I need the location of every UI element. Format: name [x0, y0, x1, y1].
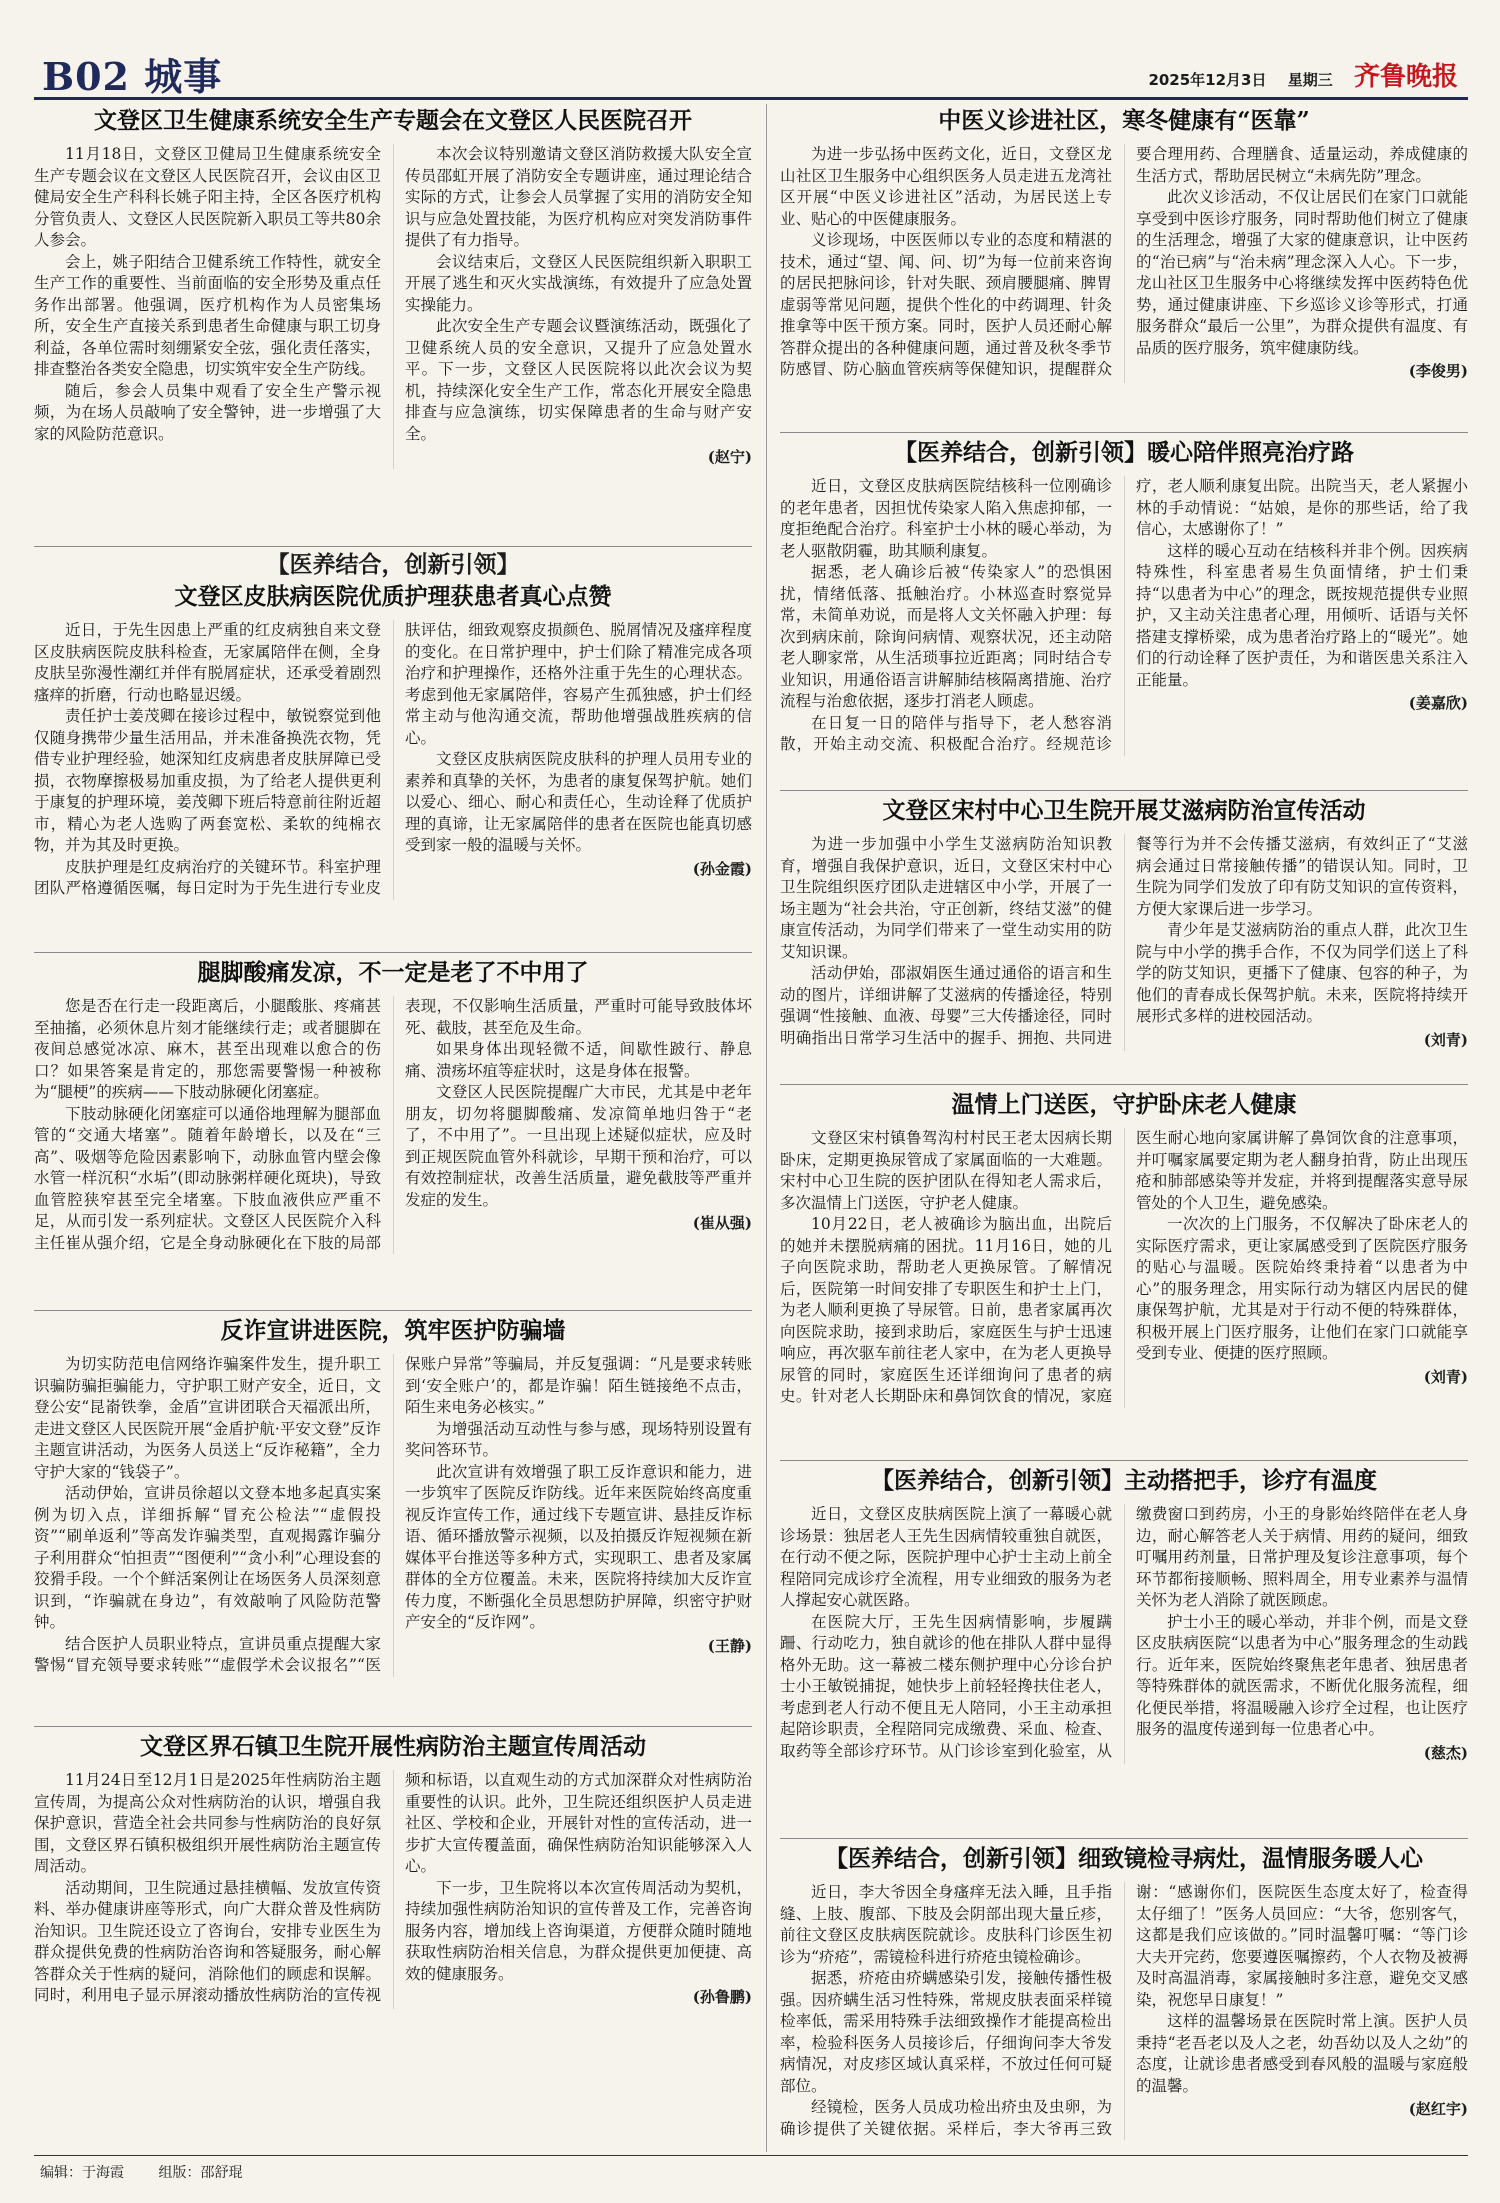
article-separator [34, 1726, 752, 1727]
paragraph: 下肢动脉硬化闭塞症可以通俗地理解为腿部血管的“交通大堵塞”。随着年龄增长，以及在“三高”、吸烟等危险因素影响下，动脉血管内壁会像水管一样沉积“水垢”(即动脉粥样硬化斑块)，导致血管腔狭窄甚至完全堵塞。下肢血液供应严重不足，从而引发一系列症状。文登区人民医院介入科主任崔从强介绍，它是全身动脉硬化在下肢的局部表现，不仅影响生活质量，严重时可能导致肢体坏死、截肢，甚至危及生命。 [34, 997, 752, 1252]
article-body [34, 1354, 752, 1677]
article-separator [780, 1460, 1468, 1461]
paragraph: 为进一步弘扬中医药文化，近日，文登区龙山社区卫生服务中心组织医务人员走进五龙湾社区开展“中医义诊进社区”活动，为居民送上专业、贴心的中医健康服务。 [780, 145, 1112, 228]
article-title: 文登区界石镇卫生院开展性病防治主题宣传周活动 [140, 1733, 646, 1760]
paragraph: 文登区人民医院提醒广大市民，尤其是中老年朋友，切勿将腿脚酸痛、发凉简单地归咎于“老了，不中用了”。一旦出现上述疑似症状，应及时到正规医院血管外科就诊，早期干预和治疗，可以有效控制症状，改善生活质量，避免截肢等严重并发症的发生。 [405, 1083, 752, 1209]
paragraph: 活动伊始，邵淑娟医生通过通俗的语言和生动的图片，详细讲解了艾滋病的传播途径，特别强调“性接触、血液、母婴”三大传播途径，同时明确指出日常学习生活中的握手、拥抱、共同进餐等行为并不会传播艾滋病，有效纠正了“艾滋病会通过日常接触传播”的错误认知。同时，卫生院为同学们发放了印有防艾知识的宣传资料，方便大家课后进一步学习。 [780, 835, 1468, 1047]
paragraph: 如果身体出现轻微不适，间歇性跛行、静息痛、溃疡坏疽等症状时，这是身体在报警。 [405, 1040, 752, 1080]
article-microscopy [780, 1842, 1468, 2150]
paragraph: 11月18日，文登区卫健局卫生健康系统安全生产专题会议在文登区人民医院召开，会议由区卫健局安全生产科科长姚子阳主持，全区各医疗机构分管负责人、文登区人民医院新入职员工等共80余人参会。 [34, 145, 381, 249]
article-body [780, 1882, 1468, 2140]
paragraph: 为增强活动互动性与参与感，现场特别设置有奖问答环节。 [405, 1419, 752, 1459]
paragraph: 经镜检，医务人员成功检出疥虫及虫卵，为确诊提供了关键依据。采样后，李大爷再三致谢：“感谢你们，医院医生态度太好了，检查得太仔细了！”医务人员回应：“大爷，您别客气，这都是我们应该做的。”同时温馨叮嘱：“等门诊大夫开完药，您要遵医嘱擦药，个人衣物及被褥及时高温消毒，家属接触时多注意，避免交叉感染，祝您早日康复！” [780, 1883, 1468, 2138]
paragraph: 近日，李大爷因全身瘙痒无法入睡，且手指缝、上肢、腹部、下肢及会阴部出现大量丘疹，前往文登区皮肤病医院就诊。皮肤科门诊医生初诊为“疥疮”，需镜检科进行疥疮虫镜检确诊。 [780, 1883, 1112, 1966]
column-divider [766, 104, 767, 2152]
article-kicker: 【医养结合，创新引领】 [266, 551, 520, 578]
paragraph: 近日，于先生因患上严重的红皮病独自来文登区皮肤病医院皮肤科检查，无家属陪伴在侧，全身皮肤呈弥漫性潮红并伴有脱屑症状，还承受着剧烈瘙痒的折磨，行动也略显迟缓。 [34, 621, 381, 704]
paragraph: 会议结束后，文登区人民医院组织新入职职工开展了逃生和灭火实战演练，有效提升了应急处置实操能力。 [405, 252, 752, 314]
byline: (慈杰) [1423, 1743, 1468, 1762]
article-body [34, 620, 752, 900]
paragraph: 此次义诊活动，不仅让居民们在家门口就能享受到中医诊疗服务，同时帮助他们树立了健康的生活理念，增强了大家的健康意识，让中医药的“治已病”与“治未病”理念深入人心。下一步，龙山社区卫生服务中心将继续发挥中医药特色优势，通过健康讲座、下乡巡诊义诊等形式，打通服务群众“最后一公里”，为群众提供有温度、有品质的医疗服务，筑牢健康防线。 [1136, 188, 1468, 357]
paragraph: 本次会议特别邀请文登区消防救援大队安全宣传员邵虹开展了消防安全专题讲座，通过理论结合实际的方式，让参会人员掌握了实用的消防安全知识与应急处置技能，为医疗机构应对突发消防事件提供了有力指导。 [405, 145, 752, 249]
paragraph: 一次次的上门服务，不仅解决了卧床老人的实际医疗需求，更让家属感受到了医院医疗服务的贴心与温暖。医院始终秉持着“以患者为中心”的服务理念，用实际行动为辖区内居民的健康保驾护航，尤其是对于行动不便的特殊群体，积极开展上门医疗服务，让他们在家门口就能享受到专业、便捷的医疗照顾。 [1136, 1215, 1468, 1362]
brand-logo: 齐鲁晚报 [1353, 62, 1458, 92]
footer-rule [34, 2155, 1468, 2156]
paragraph: 您是否在行走一段距离后，小腿酸胀、疼痛甚至抽搐，必须休息片刻才能继续行走；或者腿脚在夜间总感觉冰凉、麻木，甚至出现难以愈合的伤口？如果答案是肯定的，那您需要警惕一种被称为“腿梗”的疾病——下肢动脉硬化闭塞症。 [34, 997, 381, 1101]
paragraph: 在医院大厅，王先生因病情影响，步履蹒跚、行动吃力，独自就诊的他在排队人群中显得格外无助。这一幕被二楼东侧护理中心分诊台护士小王敏锐捕捉，她快步上前轻轻搀扶住老人，考虑到老人行动不便且无人陪同，小王主动承担起陪诊职责，全程陪同完成缴费、采血、检查、取药等全部诊疗环节。从门诊诊室到化验室，从缴费窗口到药房，小王的身影始终陪伴在老人身边，耐心解答老人关于病情、用药的疑问，细致叮嘱用药剂量，日常护理及复诊注意事项，每个环节都衔接顺畅、照料周全，用专业素养与温情关怀为老人消除了就医顾虑。 [780, 1505, 1468, 1760]
paragraph: 10月22日，老人被确诊为脑出血，出院后的她并未摆脱病痛的困扰。11月16日，她的儿子向医院求助，帮助老人更换尿管。了解情况后，医院第一时间安排了专职医生和护士上门，为老人顺利更换了导尿管。日前，患者家属再次向医院求助，接到求助后，家庭医生与护士迅速响应，再次驱车前往老人家中，在为老人更换导尿管的同时，家庭医生还详细询问了患者的病史。针对老人长期卧床和鼻饲饮食的情况，家庭医生耐心地向家属讲解了鼻饲饮食的注意事项，并叮嘱家属要定期为老人翻身拍背，防止出现压疮和肺部感染等并发症，并将到提醒落实意导尿管处的个人卫生，避免感染。 [780, 1129, 1468, 1405]
masthead [34, 40, 1468, 100]
byline: (崔从强) [692, 1214, 752, 1232]
article-helping-hand [780, 1464, 1468, 1836]
byline: (李俊男) [1408, 362, 1468, 380]
date-area [1132, 56, 1458, 93]
article-body [34, 144, 752, 469]
paragraph: 为进一步加强中小学生艾滋病防治知识教育，增强自我保护意识，近日，文登区宋村中心卫生院组织医疗团队走进辖区中小学，开展了一场主题为“社会共治，守正创新，终结艾滋”的健康宣传活动，为同学们带来了一堂生动实用的防艾知识课。 [780, 835, 1112, 961]
paragraph: 活动期间，卫生院通过悬挂横幅、发放宣传资料、举办健康讲座等形式，向广大群众普及性病防治知识。卫生院还设立了咨询台，安排专业医生为群众提供免费的性病防治咨询和答疑服务，耐心解答群众关于性病的疑问，消除他们的顾虑和误解。同时，利用电子显示屏滚动播放性病防治的宣传视频和标语，以直观生动的方式加深群众对性病防治重要性的认识。此外，卫生院还组织医护人员走进社区、学校和企业，开展针对性的宣传活动，进一步扩大宣传覆盖面，确保性病防治知识能够深入人心。 [34, 1771, 752, 2004]
article-separator [34, 546, 752, 547]
article-body [780, 834, 1468, 1051]
article-safety-meeting [34, 104, 752, 544]
paragraph: 结合医护人员职业特点，宣讲员重点提醒大家警惕“冒充领导要求转账”“虚假学术会议报名”“医保账户异常”等骗局，并反复强调：“凡是要求转账到‘安全账户’的，都是诈骗！陌生链接绝不点击，陌生来电务必核实。” [34, 1355, 752, 1674]
paragraph: 近日，文登区皮肤病医院上演了一幕暖心就诊场景：独居老人王先生因病情较重独自就医，在行动不便之际，医院护理中心护士主动上前全程陪同完成诊疗全流程，用专业细致的服务为老人撑起安心就医路。 [780, 1505, 1112, 1609]
issue-date: 2025年12月3日 [1148, 71, 1267, 89]
paragraph: 责任护士姜茂卿在接诊过程中，敏锐察觉到他仅随身携带少量生活用品，并未准备换洗衣物，凭借专业护理经验，她深知红皮病患者皮肤屏障已受损，衣物摩擦极易加重皮损，为了给老人提供更利于康复的护理环境，姜茂卿下班后特意前往附近超市，精心为老人选购了两套宽松、柔软的纯棉衣物，并为其及时更换。 [34, 707, 381, 854]
article-title: 【医养结合，创新引领】细致镜检寻病灶，温情服务暖人心 [825, 1845, 1423, 1872]
article-leg-pain [34, 956, 752, 1308]
article-separator [34, 1310, 752, 1311]
paragraph: 文登区皮肤病医院皮肤科的护理人员用专业的素养和真挚的关怀，为患者的康复保驾护航。她们以爱心、细心、耐心和责任心，生动诠释了优质护理的真谛，让无家属陪伴的患者在医院也能真切感受到家一般的温暖与关怀。 [405, 750, 752, 854]
issue-weekday: 星期三 [1287, 71, 1333, 89]
paragraph: 据悉，疥疮由疥螨感染引发，接触传播性极强。因疥螨生活习性特殊，常规皮肤表面采样镜检率低，需采用特殊手法细致操作才能提高检出率，检验科医务人员接诊后，仔细询问李大爷发病情况，对皮疹区域认真采样，不放过任何可疑部位。 [780, 1969, 1112, 2095]
byline: (赵宁) [707, 448, 752, 466]
paragraph: 活动伊始，宣讲员徐超以文登本地多起真实案例为切入点，详细拆解“冒充公检法”“虚假投资”“刷单返利”等高发诈骗类型，直观揭露诈骗分子利用群众“怕担责”“图便利”“贪小利”心理设套的狡猾手段。一个个鲜活案例让在场医务人员深刻意识到，“诈骗就在身边”，有效敲响了风险防范警钟。 [34, 1484, 381, 1631]
paragraph: 会上，姚子阳结合卫健系统工作特性，就安全生产工作的重要性、当前面临的安全形势及重点任务作出部署。他强调，医疗机构作为人员密集场所，安全生产直接关系到患者生命健康与职工切身利益，各单位需时刻绷紧安全弦，强化责任落实，排查整治各类安全隐患，切实筑牢安全生产防线。 [34, 252, 381, 378]
article-separator [780, 790, 1468, 791]
paragraph: 近日，文登区皮肤病医院结核科一位刚确诊的老年患者，因担忧传染家人陷入焦虑抑郁，一度拒绝配合治疗。科室护士小林的暖心举动，为老人驱散阴霾，助其顺利康复。 [780, 477, 1112, 560]
editor-credit: 编辑：于海霞 [40, 2165, 124, 2181]
page-footer [40, 2162, 272, 2182]
byline: (孙金霞) [692, 859, 752, 878]
article-title: 腿脚酸痛发凉，不一定是老了不中用了 [197, 959, 589, 986]
article-anti-fraud [34, 1314, 752, 1724]
paragraph: 在日复一日的陪伴与指导下，老人愁容消散，开始主动交流、积极配合治疗。经规范诊疗，老人顺利康复出院。出院当天，老人紧握小林的手动情说：“姑娘，是你的那些话，给了我信心，太感谢你了！” [780, 477, 1468, 753]
byline: (孙鲁鹏) [692, 1988, 752, 2006]
article-title: 文登区宋村中心卫生院开展艾滋病防治宣传活动 [882, 797, 1366, 824]
article-std-prevention [34, 1730, 752, 2150]
byline: (姜嘉欣) [1408, 694, 1468, 712]
paragraph: 为切实防范电信网络诈骗案件发生，提升职工识骗防骗拒骗能力，守护职工财产安全，近日，文登公安“昆嵛铁拳，金盾”宣讲团联合天福派出所，走进文登区人民医院开展“金盾护航·平安文登”反诈主题宣讲活动，为医务人员送上“反诈秘籍”，全力守护大家的“钱袋子”。 [34, 1355, 381, 1481]
paragraph: 此次安全生产专题会议暨演练活动，既强化了卫健系统人员的安全意识，又提升了应急处置水平。下一步，文登区人民医院将以此次会议为契机，持续深化安全生产工作，常态化开展安全隐患排查与应急演练，切实保障患者的生命与财产安全。 [405, 317, 752, 443]
article-separator [780, 432, 1468, 433]
article-separator [780, 1838, 1468, 1839]
article-body [780, 1128, 1468, 1408]
article-tcm-clinic [780, 104, 1468, 430]
paragraph: 下一步，卫生院将以本次宣传周活动为契机，持续加强性病防治知识的宣传普及工作，完善咨询服务内容，增加线上咨询渠道，方便群众随时随地获取性病防治相关信息，为群众提供更加便捷、高效的健康服务。 [405, 1878, 752, 1983]
paragraph: 此次宣讲有效增强了职工反诈意识和能力，进一步筑牢了医院反诈防线。近年来医院始终高度重视反诈宣传工作，通过线下专题宣讲、悬挂反诈标语、循环播放警示视频，以及拍摄反诈短视频在新媒体平台推送等多种方式，实现职工、患者及家属群体的全方位覆盖。未来，医院将持续加大反诈宣传力度，不断强化全员思想防护屏障，织密守护财产安全的“反诈网”。 [405, 1462, 752, 1631]
article-separator [780, 1084, 1468, 1085]
article-body [34, 996, 752, 1254]
article-title: 文登区皮肤病医院优质护理获患者真心点赞 [174, 583, 612, 610]
paragraph: 皮肤护理是红皮病治疗的关键环节。科室护理团队严格遵循医嘱，每日定时为于先生进行专业皮肤评估，细致观察皮损颜色、脱屑情况及瘙痒程度的变化。在日常护理中，护士们除了精准完成各项治疗和护理操作，还格外注重于先生的心理状态。考虑到他无家属陪伴，容易产生孤独感，护士们经常主动与他沟通交流，帮助他增强战胜疾病的信心。 [34, 621, 752, 897]
article-body [780, 476, 1468, 756]
article-skin-hospital-care [34, 550, 752, 950]
byline: (刘青) [1423, 1030, 1468, 1049]
paragraph: 11月24日至12月1日是2025年性病防治主题宣传周，为提高公众对性病防治的认识，增强自我保护意识，营造全社会共同参与性病防治的良好氛围，文登区界石镇积极组织开展性病防治主题宣传周活动。 [34, 1771, 381, 1875]
article-separator [34, 952, 752, 953]
article-body [34, 1770, 752, 2009]
article-aids-prevention [780, 794, 1468, 1082]
article-title: 温情上门送医，守护卧床老人健康 [951, 1091, 1297, 1118]
layout-credit: 组版：邵舒琨 [158, 2165, 243, 2181]
paragraph: 这样的暖心互动在结核科并非个例。因疾病特殊性，科室患者易生负面情绪，护士们秉持“以患者为中心”的理念，既按规范提供专业照护，又主动关注患者心理，用倾听、话语与关怀搭建支撑桥梁，成为患者治疗路上的“暖光”。她们的行动诠释了医护责任，为和谐医患关系注入正能量。 [1136, 541, 1468, 689]
article-warm-companionship [780, 436, 1468, 788]
byline: (刘青) [1423, 1367, 1468, 1386]
paragraph: 随后，参会人员集中观看了安全生产警示视频，为在场人员敲响了安全警钟，进一步增强了大家的风险防范意识。 [34, 381, 381, 443]
article-title: 【医养结合，创新引领】暖心陪伴照亮治疗路 [894, 439, 1354, 466]
byline: (王静) [707, 1636, 752, 1655]
paragraph: 这样的温馨场景在医院时常上演。医护人员秉持“老吾老以及人之老，幼吾幼以及人之幼”的态度，让就诊患者感受到春风般的温暖与家庭般的温馨。 [1136, 2012, 1468, 2095]
article-body [780, 1504, 1468, 1764]
byline: (赵红宇) [1408, 2100, 1468, 2118]
paragraph: 义诊现场，中医医师以专业的态度和精湛的技术，通过“望、闻、问、切”为每一位前来咨询的居民把脉问诊，针对失眠、颈肩腰腿痛、脾胃虚弱等常见问题，提供个性化的中药调理、针灸推拿等中医干预方案。同时，医护人员还耐心解答群众提出的各种健康问题，通过普及秋冬季节防感冒、防心脑血管疾病等保健知识，提醒群众要合理用药、合理膳食、适量运动，养成健康的生活方式，帮助居民树立“未病先防”理念。 [780, 145, 1468, 378]
article-title: 反诈宣讲进医院，筑牢医护防骗墙 [220, 1317, 566, 1344]
paragraph: 文登区宋村镇鲁驾沟村村民王老太因病长期卧床，定期更换尿管成了家属面临的一大难题。宋村中心卫生院的医护团队在得知老人需求后，多次温情上门送医，守护老人健康。 [780, 1129, 1112, 1212]
article-body [780, 144, 1468, 383]
paragraph: 青少年是艾滋病防治的重点人群，此次卫生院与中小学的携手合作，不仅为同学们送上了科学的防艾知识，更播下了健康、包容的种子，为他们的青春成长保驾护航。未来，医院将持续开展形式多样的进校园活动。 [1136, 921, 1468, 1025]
article-title: 【医养结合，创新引领】主动搭把手，诊疗有温度 [871, 1467, 1377, 1494]
article-home-visit [780, 1088, 1468, 1458]
paragraph: 护士小王的暖心举动，并非个例，而是文登区皮肤病医院“以患者为中心”服务理念的生动践行。近年来，医院始终聚焦老年患者、独居患者等特殊群体的就医需求，不断优化服务流程，细化便民举措，将温暖融入诊疗全过程，也让医疗服务的温度传递到每一位患者心中。 [1136, 1612, 1468, 1738]
article-title: 中医义诊进社区，寒冬健康有“医靠” [938, 107, 1310, 134]
section-label: B02 城事 [42, 54, 223, 99]
paragraph: 据悉，老人确诊后被“传染家人”的恐惧困扰，情绪低落、抵触治疗。小林巡查时察觉异常，未简单劝说，而是将人文关怀融入护理：每次到病床前，除询问病情、观察状况，还主动陪老人聊家常，从生活琐事拉近距离；同时结合专业知识，用通俗语言讲解肺结核隔离措施、治疗流程与治愈依据，逐步打消老人顾虑。 [780, 563, 1112, 710]
article-title: 文登区卫生健康系统安全生产专题会在文登区人民医院召开 [94, 107, 692, 134]
